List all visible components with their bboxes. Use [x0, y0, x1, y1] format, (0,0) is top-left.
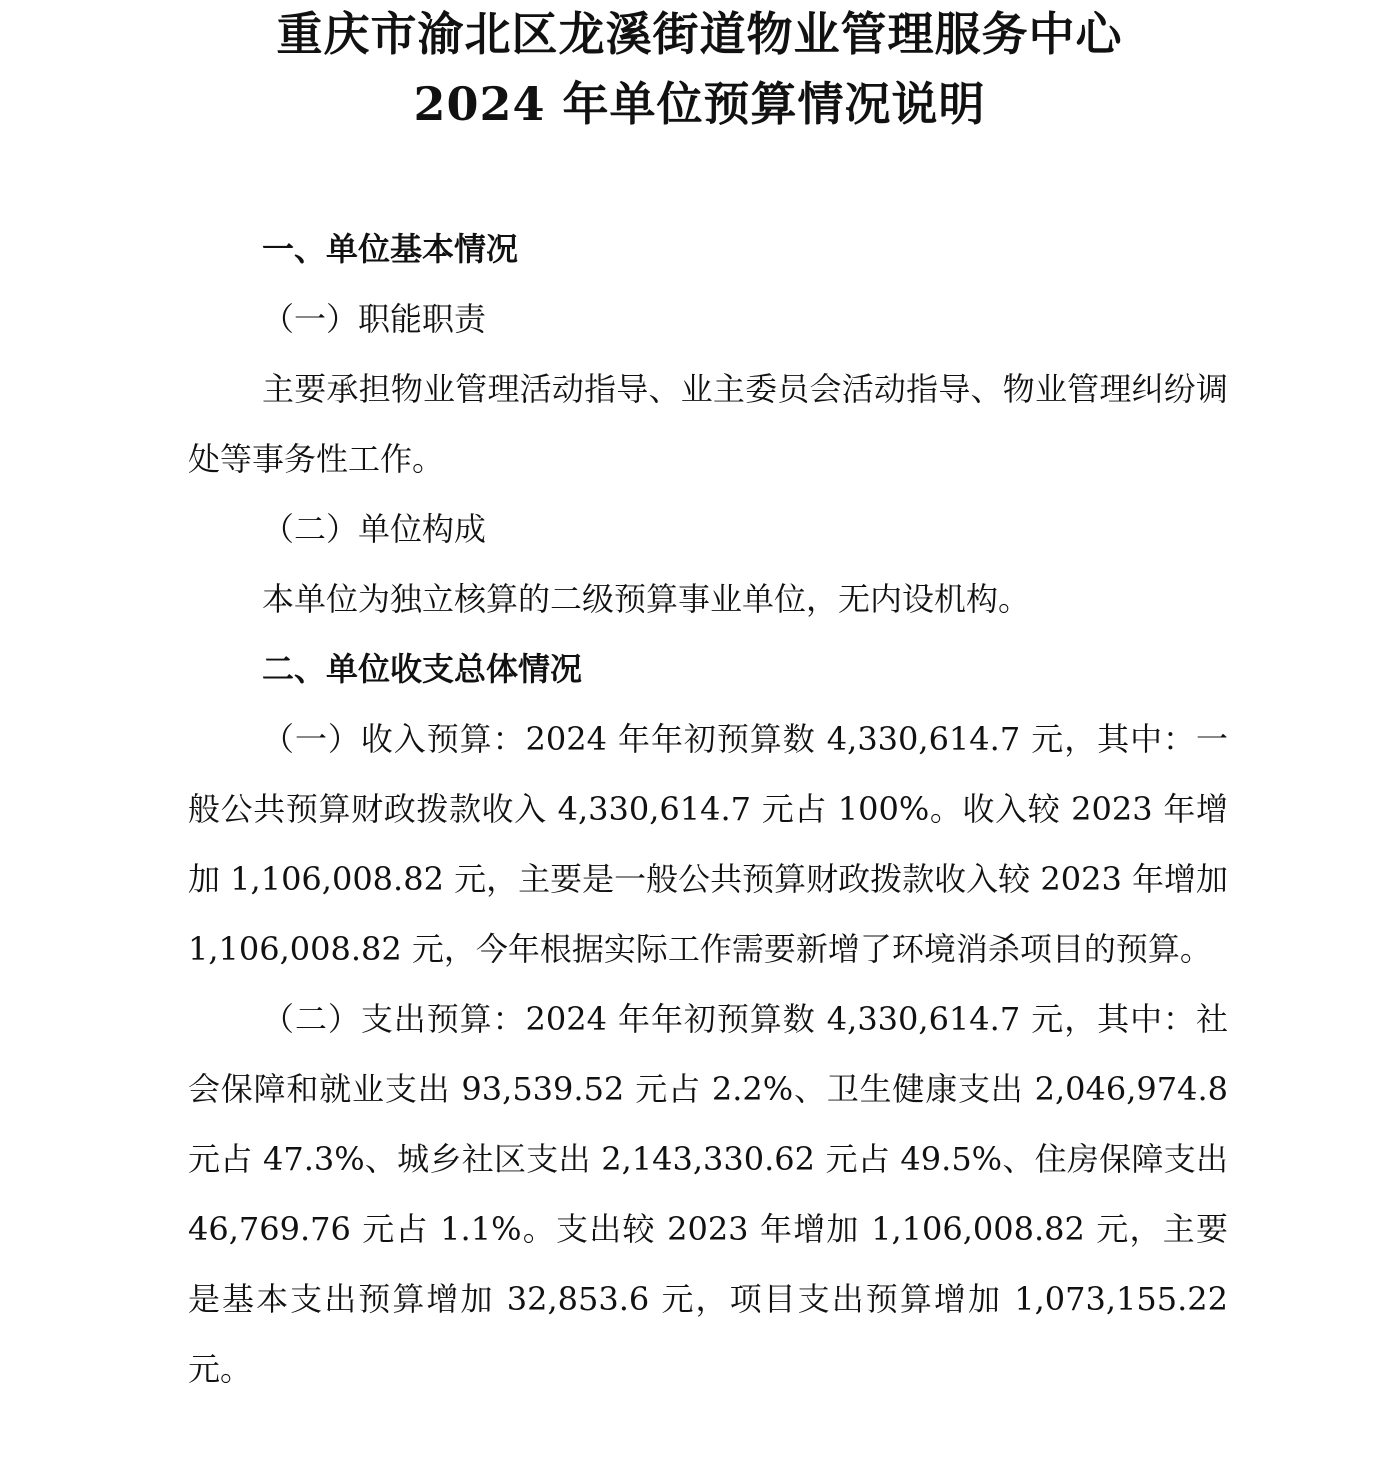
paragraph: 主要承担物业管理活动指导、业主委员会活动指导、物业管理纠纷调处等事务性工作。 — [188, 370, 1228, 478]
document-body — [188, 214, 1228, 1404]
subsection-heading: （二）单位构成 — [262, 510, 487, 548]
subsection-heading: （一）职能职责 — [262, 300, 487, 338]
document-title-line1: 重庆市渝北区龙溪街道物业管理服务中心 — [276, 7, 1123, 61]
section-heading: 一、单位基本情况 — [262, 230, 519, 268]
paragraph: 本单位为独立核算的二级预算事业单位，无内设机构。 — [262, 580, 1031, 618]
paragraph: （二）支出预算：2024 年年初预算数 4,330,614.7 元，其中：社会保障和就业支出 93,539.52 元占 2.2%、卫生健康支出 2,046,974.8 元占 47.3%、城乡社区支出 2,143,330.62 元占 49.5%、住房保障支出 46,769.76 元占 1.1%。支出较 2023 年增加 1,106,008.82 元，主要是基本支出预算增加 32,853.6 元，项目支出预算增加 1,073,155.22 元。 — [188, 1000, 1228, 1388]
section-heading: 二、单位收支总体情况 — [262, 650, 583, 688]
paragraph: （一）收入预算：2024 年年初预算数 4,330,614.7 元，其中：一般公共预算财政拨款收入 4,330,614.7 元占 100%。收入较 2023 年增加 1,106,008.82 元，主要是一般公共预算财政拨款收入较 2023 年增加 1,106,008.82 元，今年根据实际工作需要新增了环境消杀项目的预算。 — [188, 720, 1228, 968]
document-title-line2: 2024 年单位预算情况说明 — [413, 77, 986, 131]
